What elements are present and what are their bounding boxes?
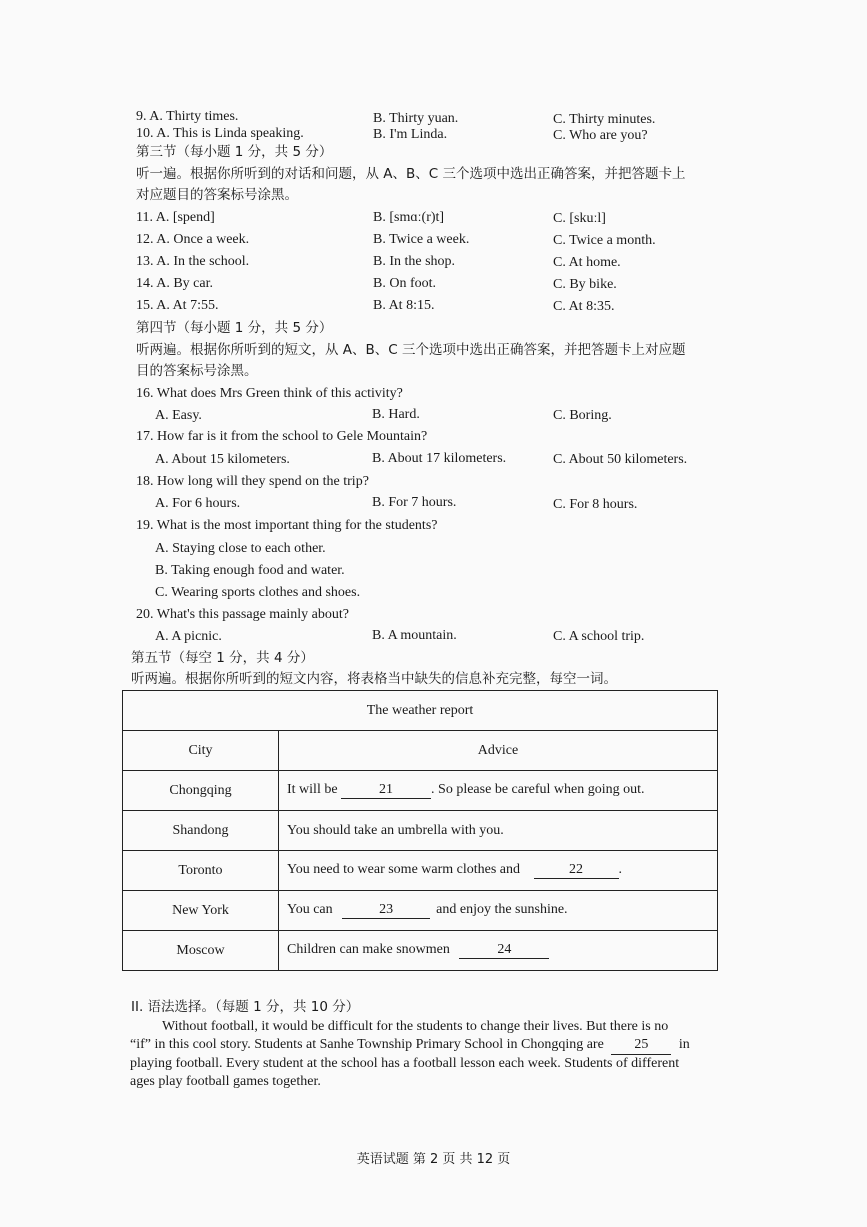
advice-text: Children can make snowmen <box>287 942 450 957</box>
passage-line: playing football. Every student at the school has a football lesson each week. Students of different <box>130 1056 680 1071</box>
advice-text: and enjoy the sunshine. <box>436 902 568 917</box>
q9-option-b: B. Thirty yuan. <box>373 111 459 126</box>
passage-line: Without football, it would be difficult for the students to change their lives. But there is no <box>162 1019 669 1034</box>
q10-option-b: B. I'm Linda. <box>373 127 448 142</box>
q17-question: 17. How far is it from the school to Gele Mountain? <box>136 429 428 444</box>
q14-option-b: B. On foot. <box>373 276 436 291</box>
q18-option-b: B. For 7 hours. <box>372 495 457 510</box>
q16-option-a: A. Easy. <box>155 408 202 423</box>
column-header-city: City <box>123 731 279 771</box>
q11-option-a: 11. A. [spend] <box>136 210 215 225</box>
passage-line: ages play football games together. <box>130 1074 321 1089</box>
answer-blank: 21 <box>341 782 431 799</box>
section4-instruction-line1: 听两遍。根据你所听到的短文，从 A、B、C 三个选项中选出正确答案，并把答题卡上对应题 <box>136 342 686 358</box>
section5-title: 第五节（每空 1 分，共 4 分） <box>131 650 314 666</box>
passage-line <box>130 1036 744 1055</box>
table-title: The weather report <box>123 691 718 731</box>
city-cell: Toronto <box>123 851 279 891</box>
advice-text: . <box>618 862 623 877</box>
passage-text: “if” in this cool story. Students at Sanhe Township Primary School in Chongqing are <box>130 1037 604 1052</box>
advice-cell <box>279 811 718 851</box>
q16-option-b: B. Hard. <box>372 407 420 422</box>
q17-option-b: B. About 17 kilometers. <box>372 451 507 466</box>
table-row <box>123 851 718 891</box>
city-cell: Chongqing <box>123 771 279 811</box>
weather-report-table <box>122 690 718 971</box>
q18-option-a: A. For 6 hours. <box>155 496 241 511</box>
advice-cell <box>279 931 718 971</box>
passage <box>130 1018 744 1091</box>
passage-text: in <box>678 1037 690 1052</box>
city-cell: Shandong <box>123 811 279 851</box>
q10-option-c: C. Who are you? <box>553 128 648 143</box>
section3-title: 第三节（每小题 1 分，共 5 分） <box>136 144 333 160</box>
q15-option-c: C. At 8:35. <box>553 299 615 314</box>
q20-option-b: B. A mountain. <box>372 628 457 643</box>
q19-question: 19. What is the most important thing for the students? <box>136 518 438 533</box>
q13-option-b: B. In the shop. <box>373 254 456 269</box>
column-header-advice: Advice <box>279 731 718 771</box>
part2-title: II. 语法选择。（每题 1 分，共 10 分） <box>131 999 360 1015</box>
answer-blank: 24 <box>459 942 549 959</box>
q14-option-c: C. By bike. <box>553 277 617 292</box>
table-row <box>123 931 718 971</box>
q20-option-c: C. A school trip. <box>553 629 645 644</box>
section3-instruction-line1: 听一遍。根据你所听到的对话和问题，从 A、B、C 三个选项中选出正确答案，并把答题卡上 <box>136 166 686 182</box>
advice-cell <box>279 771 718 811</box>
q12-option-c: C. Twice a month. <box>553 233 656 248</box>
q15-option-b: B. At 8:15. <box>373 298 435 313</box>
q9-option-a: 9. A. Thirty times. <box>136 109 239 124</box>
q12-option-a: 12. A. Once a week. <box>136 232 250 247</box>
q13-option-c: C. At home. <box>553 255 621 270</box>
q16-option-c: C. Boring. <box>553 408 612 423</box>
q17-option-c: C. About 50 kilometers. <box>553 452 688 467</box>
section5-instruction: 听两遍。根据你所听到的短文内容，将表格当中缺失的信息补充完整，每空一词。 <box>131 671 617 687</box>
advice-text: . So please be careful when going out. <box>431 782 645 797</box>
answer-blank: 22 <box>534 862 619 879</box>
q12-option-b: B. Twice a week. <box>373 232 470 247</box>
q20-option-a: A. A picnic. <box>155 629 222 644</box>
q19-option-b: B. Taking enough food and water. <box>155 563 345 578</box>
table-row <box>123 811 718 851</box>
q10-option-a: 10. A. This is Linda speaking. <box>136 126 304 141</box>
section4-title: 第四节（每小题 1 分，共 5 分） <box>136 320 333 336</box>
advice-text: It will be <box>287 782 338 797</box>
q11-option-c: C. [skuːl] <box>553 211 606 226</box>
q16-question: 16. What does Mrs Green think of this activity? <box>136 386 403 401</box>
page-footer: 英语试题 第 2 页 共 12 页 <box>356 1152 511 1167</box>
q19-option-c: C. Wearing sports clothes and shoes. <box>155 585 361 600</box>
city-cell: New York <box>123 891 279 931</box>
answer-blank: 23 <box>342 902 430 919</box>
answer-blank: 25 <box>611 1036 671 1055</box>
q20-question: 20. What's this passage mainly about? <box>136 607 350 622</box>
advice-text: You should take an umbrella with you. <box>287 822 504 838</box>
section3-instruction-line2: 对应题目的答案标号涂黑。 <box>136 187 298 203</box>
q15-option-a: 15. A. At 7:55. <box>136 298 219 313</box>
q9-option-c: C. Thirty minutes. <box>553 112 656 127</box>
table-row <box>123 891 718 931</box>
q19-option-a: A. Staying close to each other. <box>155 541 326 556</box>
section4-instruction-line2: 目的答案标号涂黑。 <box>136 363 258 379</box>
q13-option-a: 13. A. In the school. <box>136 254 250 269</box>
advice-text: You can <box>287 902 333 917</box>
advice-cell <box>279 891 718 931</box>
q18-option-c: C. For 8 hours. <box>553 497 638 512</box>
advice-text: You need to wear some warm clothes and <box>287 862 521 877</box>
city-cell: Moscow <box>123 931 279 971</box>
q17-option-a: A. About 15 kilometers. <box>155 452 290 467</box>
table-row <box>123 771 718 811</box>
q18-question: 18. How long will they spend on the trip? <box>136 474 369 489</box>
advice-cell <box>279 851 718 891</box>
q14-option-a: 14. A. By car. <box>136 276 213 291</box>
q11-option-b: B. [smɑː(r)t] <box>373 210 445 225</box>
